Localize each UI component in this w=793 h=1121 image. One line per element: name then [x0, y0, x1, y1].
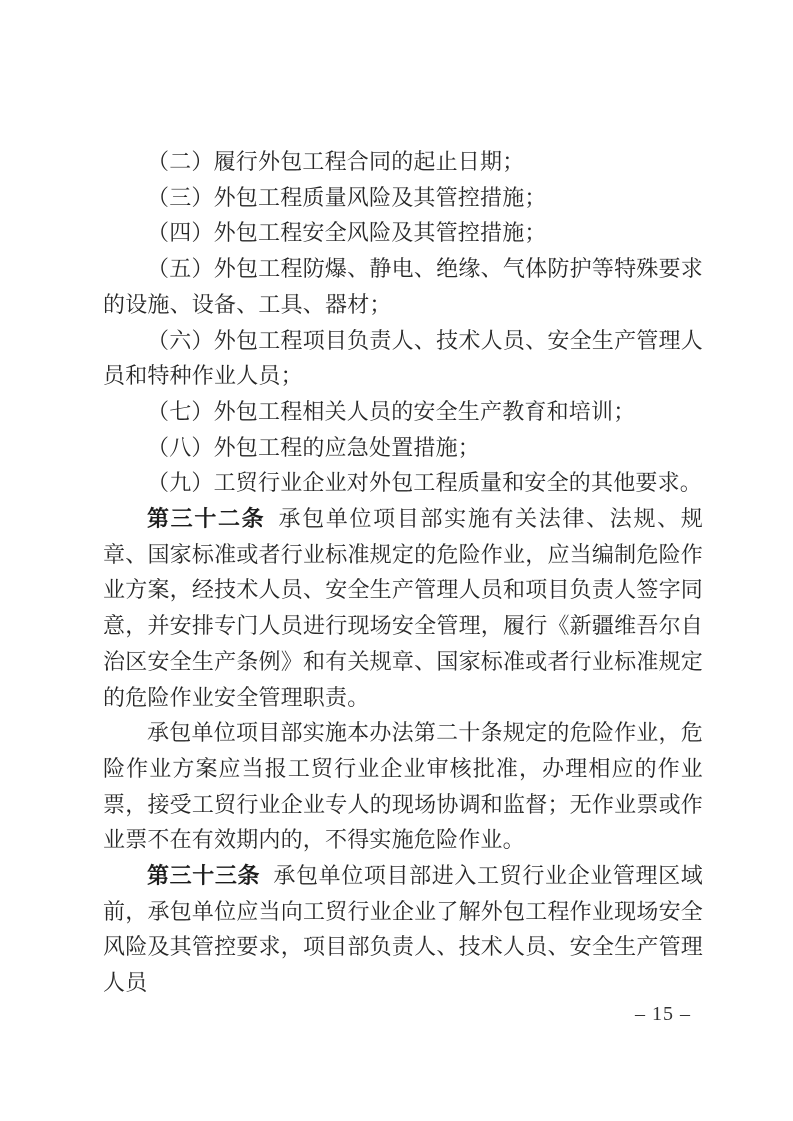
- list-item: （五）外包工程防爆、静电、绝缘、气体防护等特殊要求的设施、设备、工具、器材；: [103, 256, 703, 317]
- article-number: 第三十二条: [147, 506, 266, 532]
- list-item: （九）工贸行业企业对外包工程质量和安全的其他要求。: [147, 470, 703, 496]
- article-text: 承包单位项目部实施本办法第二十条规定的危险作业，危险作业方案应当报工贸行业企业审核批准，办理相应的作业票，接受工贸行业企业专人的现场协调和监督；无作业票或作业票不在有效期内的，不得实施危险作业。: [103, 720, 703, 853]
- list-item: （三）外包工程质量风险及其管控措施；: [147, 184, 547, 210]
- article-number: 第三十三条: [147, 863, 261, 889]
- list-item: （六）外包工程项目负责人、技术人员、安全生产管理人员和特种作业人员；: [103, 327, 703, 389]
- list-item: （七）外包工程相关人员的安全生产教育和培训；: [147, 398, 636, 424]
- page-number: – 15 –: [635, 1003, 691, 1025]
- article-paragraph: [103, 715, 703, 858]
- list-item: （二）履行外包工程合同的起止日期；: [147, 149, 525, 174]
- list-item: （八）外包工程的应急处置措施；: [147, 434, 481, 460]
- list-item: （四）外包工程安全风险及其管控措施；: [147, 220, 547, 246]
- article-paragraph: [103, 501, 703, 715]
- article-paragraph: [103, 858, 703, 1001]
- article-text: 承包单位项目部实施有关法律、法规、规章、国家标准或者行业标准规定的危险作业，应当编制危险作业方案，经技术人员、安全生产管理人员和项目负责人签字同意，并安排专门人员进行现场安全管理，履行《新疆维吾尔自治区安全生产条例》和有关规章、国家标准或者行业标准规定的危险作业安全管理职责。: [103, 506, 703, 710]
- document-body: [103, 144, 703, 1001]
- article-text: 承包单位项目部进入工贸行业企业管理区域前，承包单位应当向工贸行业企业了解外包工程作业现场安全风险及其管控要求，项目部负责人、技术人员、安全生产管理人员: [103, 863, 703, 996]
